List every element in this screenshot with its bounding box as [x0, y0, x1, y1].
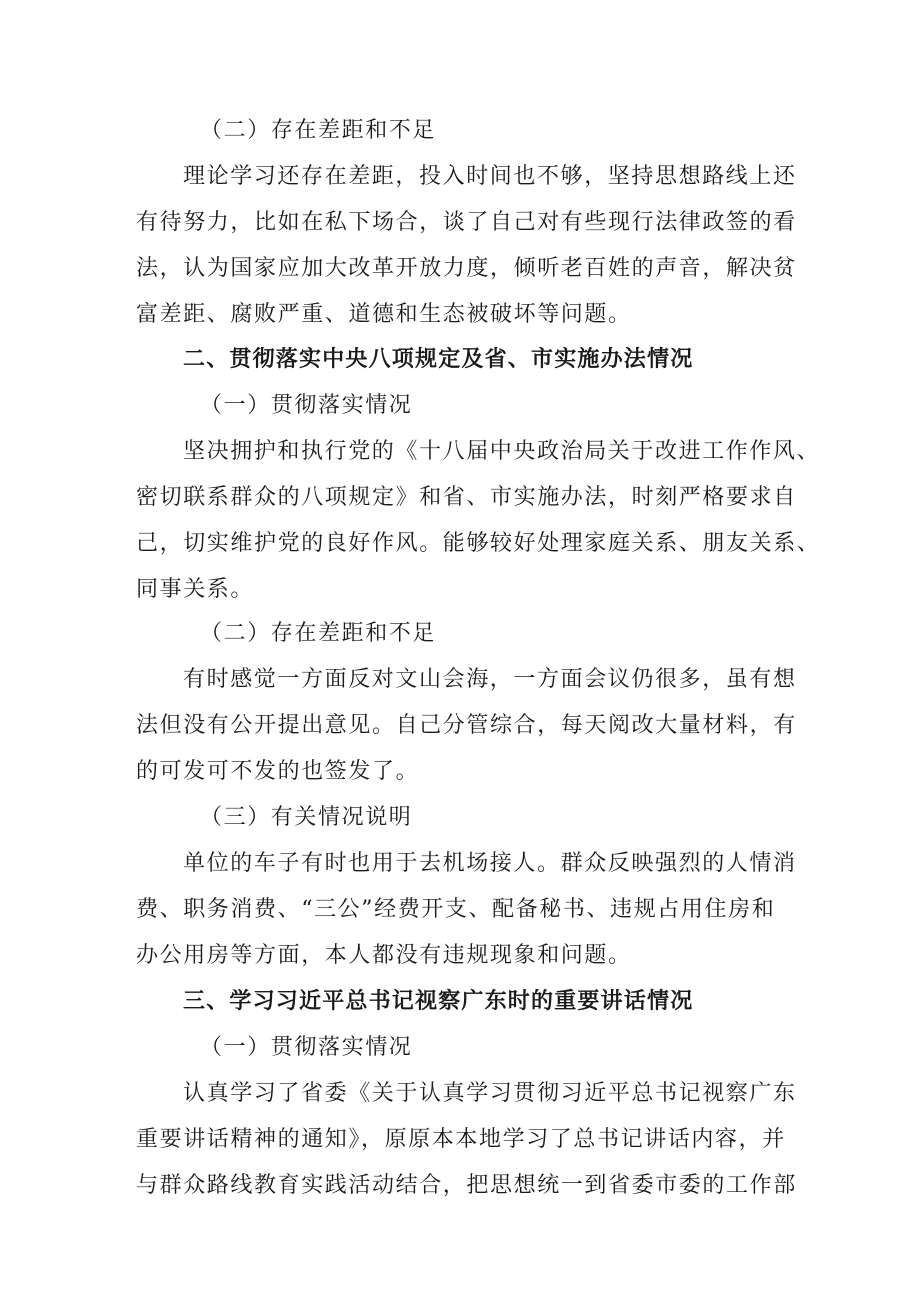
paragraph-line: 理论学习还存在差距，投入时间也不够，坚持思想路线上还: [183, 164, 797, 189]
subheading-implementation-3: （一）贯彻落实情况: [200, 1035, 413, 1060]
paragraph-line: 己，切实维护党的良好作风。能够较好处理家庭关系、朋友关系、: [136, 531, 821, 556]
section-heading-2: 二、贯彻落实中央八项规定及省、市实施办法情况: [183, 347, 694, 372]
paragraph-line: 有时感觉一方面反对文山会海，一方面会议仍很多，虽有想: [183, 667, 797, 692]
paragraph-line: 单位的车子有时也用于去机场接人。群众反映强烈的人情消: [183, 851, 797, 876]
paragraph-line: 有待努力，比如在私下场合，谈了自己对有些现行法律政签的看: [136, 210, 797, 235]
paragraph-line: 富差距、腐败严重、道德和生态被破坏等问题。: [136, 302, 632, 327]
subheading-implementation-2: （一）贯彻落实情况: [200, 393, 413, 418]
paragraph-line: 认真学习了省委《关于认真学习贯彻习近平总书记视察广东: [183, 1081, 797, 1106]
paragraph-line: 的可发可不发的也签发了。: [136, 759, 420, 784]
paragraph-line: 法但没有公开提出意见。自己分管综合，每天阅改大量材料，有: [136, 713, 797, 738]
paragraph-line: 法，认为国家应加大改革开放力度，倾听老百姓的声音，解决贫: [136, 256, 797, 281]
paragraph-line: 密切联系群众的八项规定》和省、市实施办法，时刻严格要求自: [136, 485, 797, 510]
paragraph-line: 坚决拥护和执行党的《十八届中央政治局关于改进工作作风、: [183, 439, 821, 464]
paragraph-line: 与群众路线教育实践活动结合，把思想统一到省委市委的工作部: [136, 1173, 797, 1198]
paragraph-line: 同事关系。: [136, 577, 255, 602]
paragraph-line: 费、职务消费、“三公”经费开支、配备秘书、违规占用住房和: [136, 897, 776, 922]
subheading-explanation: （三）有关情况说明: [200, 805, 413, 830]
section-heading-3: 三、学习习近平总书记视察广东时的重要讲话情况: [183, 989, 694, 1014]
paragraph-line: 重要讲话精神的通知》，原原本本地学习了总书记讲话内容，并: [136, 1127, 786, 1152]
subheading-gaps-2: （二）存在差距和不足: [200, 621, 437, 646]
paragraph-line: 办公用房等方面，本人都没有违规现象和问题。: [136, 943, 632, 968]
subheading-gaps-1: （二）存在差距和不足: [200, 118, 437, 143]
